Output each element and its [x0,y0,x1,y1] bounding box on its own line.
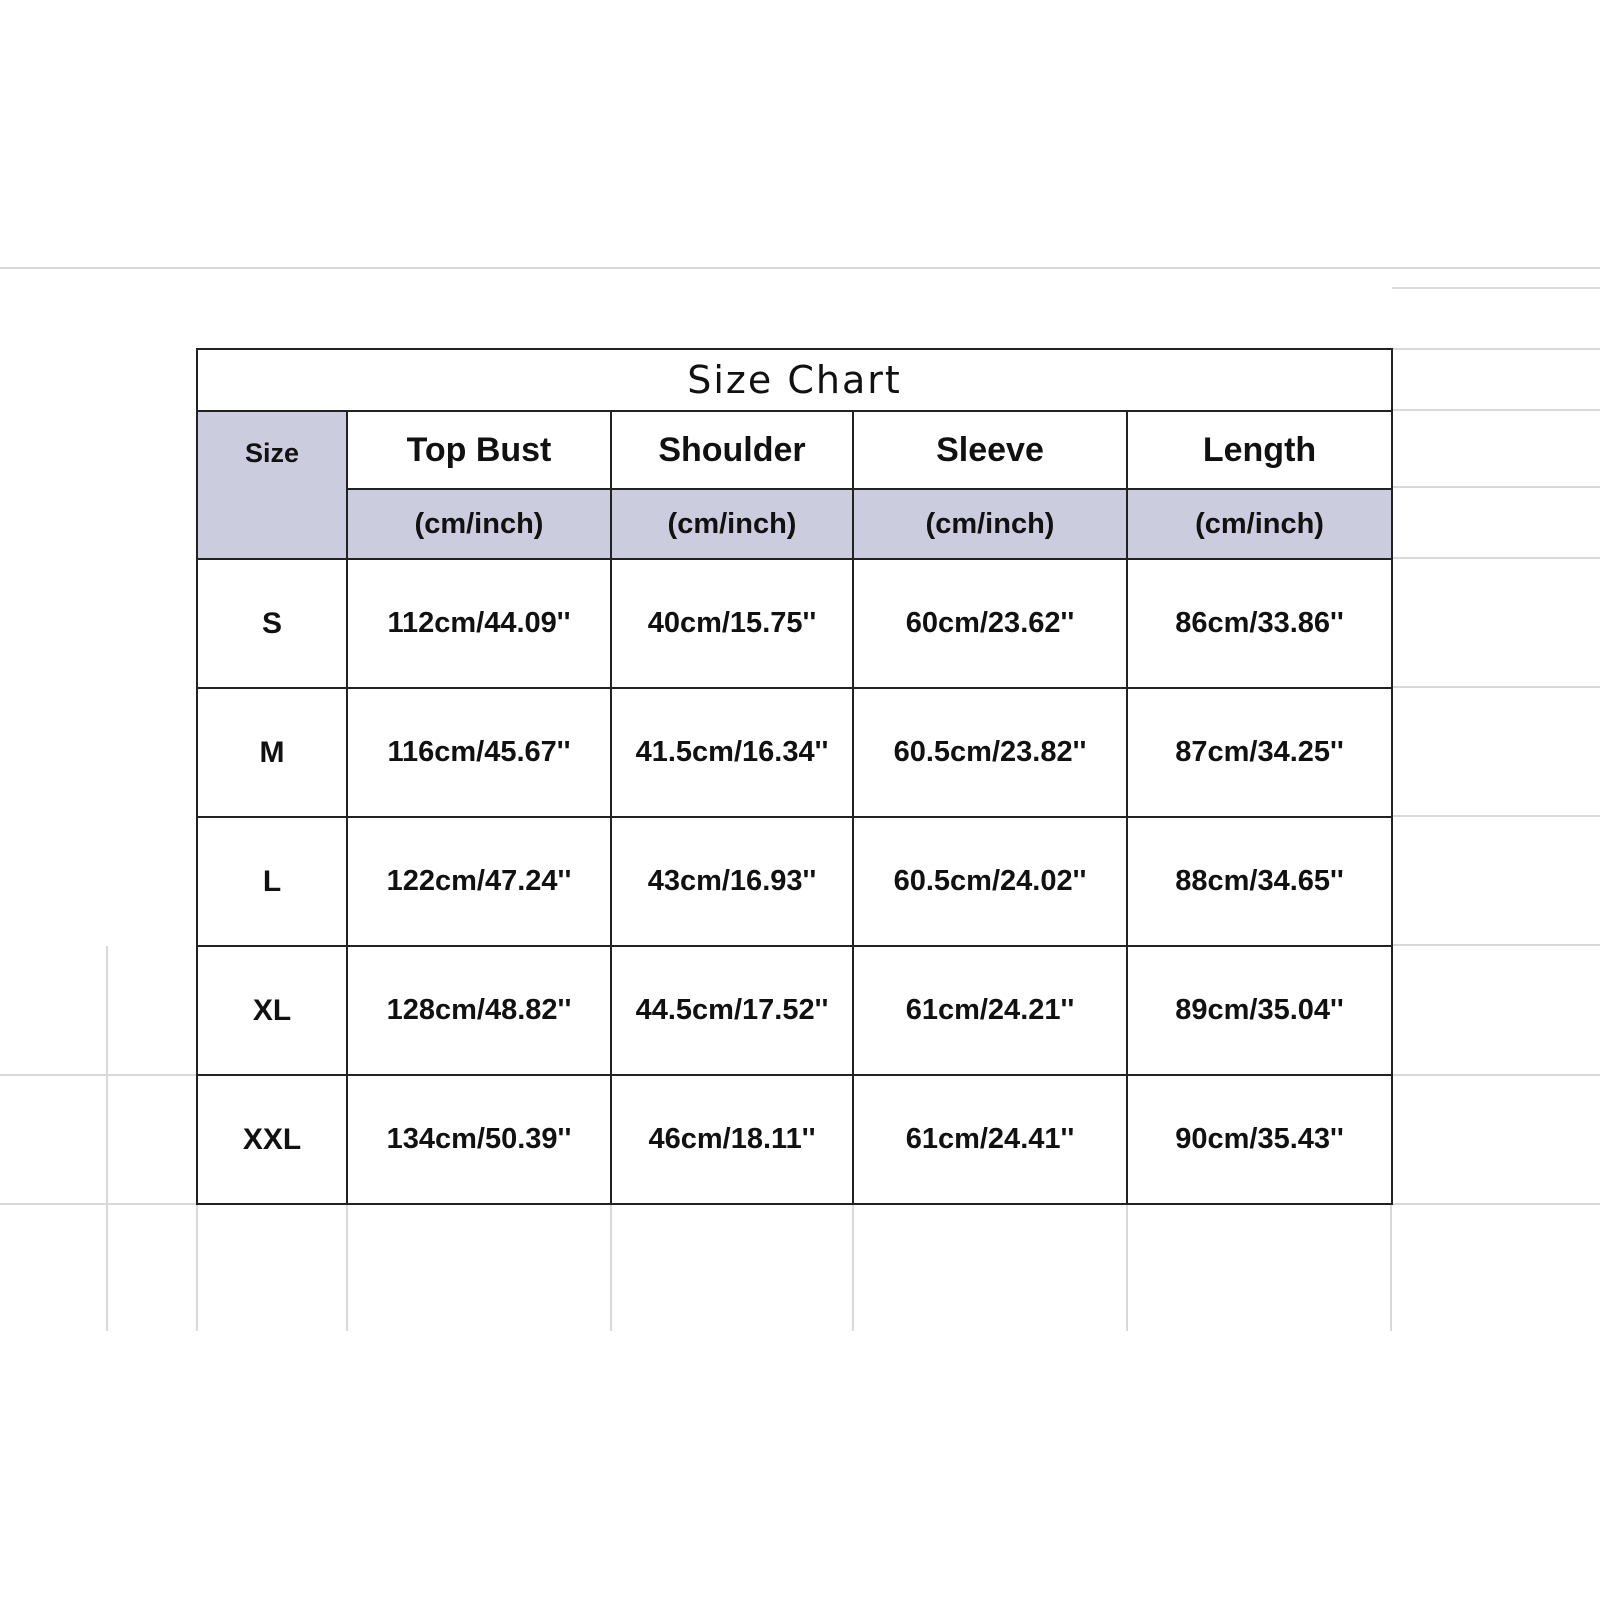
table-cell: 60.5cm/23.82'' [853,688,1127,817]
table-cell: 116cm/45.67'' [347,688,611,817]
grid-line [1126,1205,1128,1331]
table-cell: 87cm/34.25'' [1127,688,1392,817]
column-header-sleeve: Sleeve [853,411,1127,489]
grid-line [852,1205,854,1331]
grid-line [0,1074,196,1076]
table-row [197,559,1392,688]
size-label: XXL [197,1075,347,1204]
size-label: L [197,817,347,946]
column-header-length: Length [1127,411,1392,489]
grid-line [1392,815,1600,817]
table-cell: 40cm/15.75'' [611,559,853,688]
table-row [197,946,1392,1075]
size-label: XL [197,946,347,1075]
table-cell: 88cm/34.65'' [1127,817,1392,946]
table-cell: 134cm/50.39'' [347,1075,611,1204]
table-cell: 60cm/23.62'' [853,559,1127,688]
table-cell: 86cm/33.86'' [1127,559,1392,688]
table-row [197,688,1392,817]
size-chart-table [196,348,1393,1205]
table-cell: 46cm/18.11'' [611,1075,853,1204]
table-cell: 122cm/47.24'' [347,817,611,946]
table-row [197,817,1392,946]
unit-label-top-bust: (cm/inch) [347,489,611,559]
grid-line [1392,287,1600,289]
table-cell: 43cm/16.93'' [611,817,853,946]
table-cell: 90cm/35.43'' [1127,1075,1392,1204]
column-header-top-bust: Top Bust [347,411,611,489]
grid-line [106,946,108,1331]
grid-line [196,1205,198,1331]
unit-label-sleeve: (cm/inch) [853,489,1127,559]
column-header-shoulder: Shoulder [611,411,853,489]
table-cell: 89cm/35.04'' [1127,946,1392,1075]
table-cell: 61cm/24.41'' [853,1075,1127,1204]
grid-line [1390,1205,1392,1331]
grid-line [1392,348,1600,350]
table-row [197,1075,1392,1204]
size-label: S [197,559,347,688]
size-label: M [197,688,347,817]
table-cell: 61cm/24.21'' [853,946,1127,1075]
size-column-header: Size [197,411,347,559]
table-cell: 112cm/44.09'' [347,559,611,688]
grid-line [1392,1203,1600,1205]
table-cell: 41.5cm/16.34'' [611,688,853,817]
grid-line [1392,486,1600,488]
table-cell: 128cm/48.82'' [347,946,611,1075]
grid-line [1392,1074,1600,1076]
grid-line [0,1203,196,1205]
grid-line [1392,409,1600,411]
grid-line [1392,557,1600,559]
grid-line [610,1205,612,1331]
unit-label-length: (cm/inch) [1127,489,1392,559]
grid-line [346,1205,348,1331]
grid-line [0,267,1600,269]
table-cell: 60.5cm/24.02'' [853,817,1127,946]
unit-label-shoulder: (cm/inch) [611,489,853,559]
table-cell: 44.5cm/17.52'' [611,946,853,1075]
chart-title: Size Chart [197,349,1392,411]
grid-line [1392,686,1600,688]
grid-line [1392,944,1600,946]
